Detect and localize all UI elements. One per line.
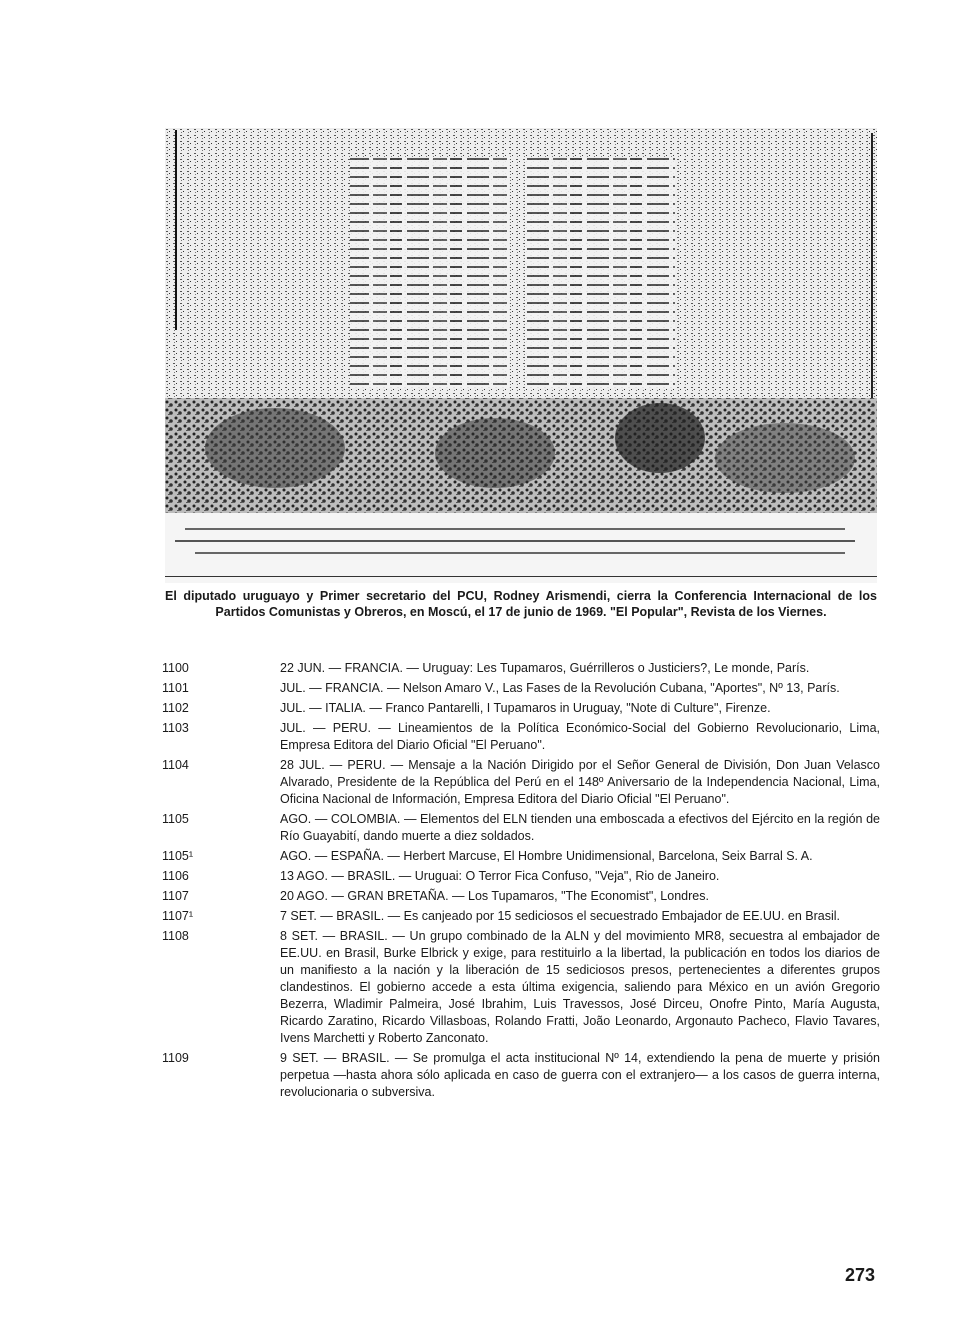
entry-number: 1105¹: [162, 849, 194, 863]
entry-number: 1108: [162, 929, 189, 943]
entry-text: 28 JUL. — PERU. — Mensaje a la Nación Dirigido por el Señor General de División, Don Juan Velasco Alvarado, Presidente de la República del Perú en el 148º Aniversario de la Independencia Nacional, Lima, Oficina Nacional de Información, Empresa Editora del Diario Oficial "El Peruano".: [280, 758, 880, 806]
entry-text: 22 JUN. — FRANCIA. — Uruguay: Les Tupamaros, Guérrilleros o Justiciers?, Le monde, París.: [280, 661, 810, 675]
entry-text: 7 SET. — BRASIL. — Es canjeado por 15 sediciosos el secuestrado Embajador de EE.UU. en Brasil.: [280, 909, 840, 923]
list-item: [162, 928, 880, 1047]
list-item: [162, 720, 880, 754]
photo-caption: El diputado uruguayo y Primer secretario del PCU, Rodney Arismendi, cierra la Conferencia Internacional de los Partidos Comunistas y Obreros, en Moscú, el 17 de junio de 1969. "El Popular", Revista de los Viernes.: [165, 589, 877, 619]
entry-text: 8 SET. — BRASIL. — Un grupo combinado de la ALN y del movimiento MR8, secuestra al embajador de EE.UU. en Brasil, Burke Elbrick y exige, para restituirlo a la libertad, la publicación en todos los diarios de un manifiesto a la nación y la liberación de 15 sediciosos presos, pertenecientes a diferentes grupos clandestinos. El gobierno accede a esta última exigencia, saliendo para México en un avión Gregorio Bezerra, Wladimir Palmeira, José Ibrahim, Luis Travessos, José Dirceu, Onofre Pinto, María Augusta, Ricardo Zaratino, Ricardo Villasboas, Rolando Fratti, João Leonardo, Argonauto Pacheco, Flavio Tavares, Ivens Marchetti y Roberto Zanconato.: [280, 929, 880, 1045]
entry-number: 1104: [162, 758, 189, 772]
conference-photo: [165, 128, 877, 583]
entry-number: 1107: [162, 889, 189, 903]
list-item: [162, 680, 880, 697]
entry-number: 1103: [162, 721, 189, 735]
chronology-list: [162, 660, 880, 1104]
entry-number: 1101: [162, 681, 189, 695]
list-item: [162, 660, 880, 677]
list-item: [162, 848, 880, 865]
entry-text: JUL. — ITALIA. — Franco Pantarelli, I Tupamaros in Uruguay, "Note di Culture", Firenze.: [280, 701, 771, 715]
entry-text: 13 AGO. — BRASIL. — Uruguai: O Terror Fica Confuso, "Veja", Rio de Janeiro.: [280, 869, 720, 883]
list-item: [162, 757, 880, 808]
entry-text: AGO. — ESPAÑA. — Herbert Marcuse, El Hombre Unidimensional, Barcelona, Seix Barral S. A.: [280, 849, 813, 863]
list-item: [162, 888, 880, 905]
list-item: [162, 1050, 880, 1101]
list-item: [162, 908, 880, 925]
entry-text: 9 SET. — BRASIL. — Se promulga el acta institucional Nº 14, extendiendo la pena de muerte y prisión perpetua —hasta ahora sólo aplicada en caso de guerra con el extranjero— a los casos de guerra interna, revolucionaria o subversiva.: [280, 1051, 880, 1099]
entry-text: AGO. — COLOMBIA. — Elementos del ELN tienden una emboscada a efectivos del Ejército en la región de Río Guayabití, dando muerte a diez soldados.: [280, 812, 880, 843]
entry-text: JUL. — FRANCIA. — Nelson Amaro V., Las Fases de la Revolución Cubana, "Aportes", Nº 13, París.: [280, 681, 840, 695]
entry-number: 1107¹: [162, 909, 194, 923]
list-item: [162, 700, 880, 717]
entry-text: JUL. — PERU. — Lineamientos de la Política Económico-Social del Gobierno Revolucionario, Lima, Empresa Editora del Diario Oficial "El Peruano".: [280, 721, 880, 752]
entry-number: 1102: [162, 701, 189, 715]
entry-number: 1109: [162, 1051, 189, 1065]
entry-number: 1106: [162, 869, 189, 883]
list-item: [162, 868, 880, 885]
list-item: [162, 811, 880, 845]
entry-number: 1105: [162, 812, 189, 826]
entry-number: 1100: [162, 661, 189, 675]
entry-text: 20 AGO. — GRAN BRETAÑA. — Los Tupamaros, "The Economist", Londres.: [280, 889, 709, 903]
page-number: 273: [844, 1265, 875, 1285]
photo-graphic: [165, 128, 877, 583]
